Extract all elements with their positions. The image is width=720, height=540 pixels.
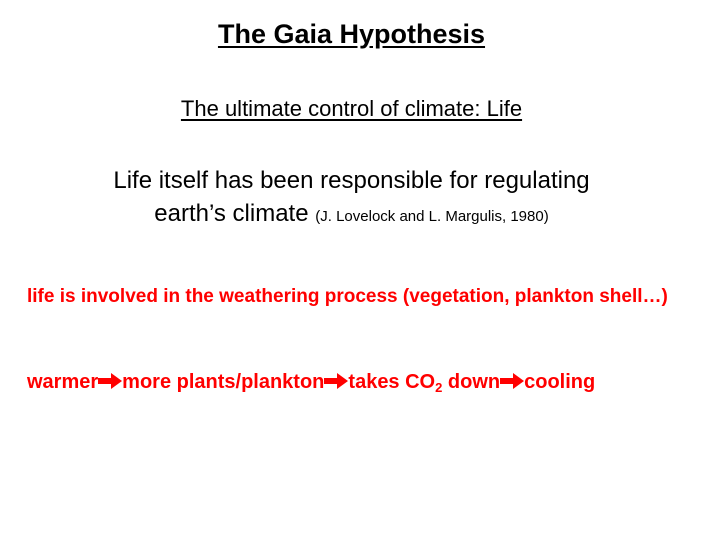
weathering-text: life is involved in the weathering process (vegetation, plankton shell…) [27, 286, 668, 307]
right-arrow-icon [324, 373, 348, 389]
chain-step-plants: more plants/plankton [122, 371, 325, 393]
slide-title: The Gaia Hypothesis [217, 19, 486, 49]
citation: (J. Lovelock and L. Margulis, 1980) [315, 208, 549, 225]
co2-subscript: 2 [435, 380, 443, 395]
feedback-chain [27, 368, 595, 396]
statement-line-1: Life itself has been responsible for regulating [113, 167, 590, 194]
slide-subtitle: The ultimate control of climate: Life [180, 96, 523, 121]
right-arrow-icon [500, 373, 524, 389]
statement-line-2-text: earth’s climate [154, 200, 309, 227]
chain-step-co2-suffix: down [442, 371, 501, 393]
hypothesis-statement [0, 164, 703, 233]
chain-step-cooling: cooling [524, 371, 596, 393]
statement-line-2 [0, 197, 703, 233]
chain-step-warmer: warmer [27, 371, 99, 393]
right-arrow-icon [98, 373, 122, 389]
chain-step-co2-prefix: takes CO [348, 371, 436, 393]
chain-step-co2 [348, 371, 500, 393]
